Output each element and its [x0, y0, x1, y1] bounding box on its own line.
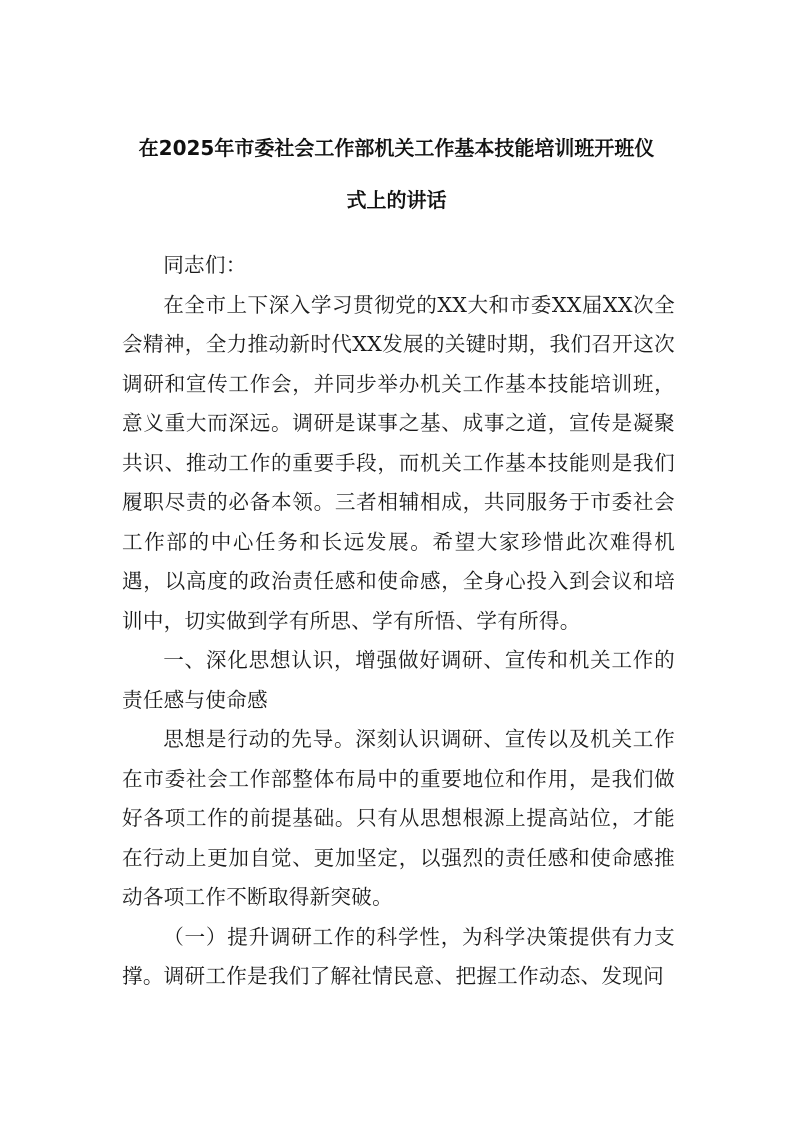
paragraph-intro: 在全市上下深入学习贯彻党的XX大和市委XX届XX次全会精神，全力推动新时代XX发展的关键时期，我们召开这次调研和宣传工作会，并同步举办机关工作基本技能培训班，意义重大而深远。调研是谋事之基、成事之道，宣传是凝聚共识、推动工作的重要手段，而机关工作基本技能则是我们履职尽责的必备本领。三者相辅相成，共同服务于市委社会工作部的中心任务和长远发展。希望大家珍惜此次难得机遇，以高度的政治责任感和使命感，全身心投入到会议和培训中，切实做到学有所思、学有所悟、学有所得。 [122, 292, 675, 633]
document-title-line-1: 在2025年市委社会工作部机关工作基本技能培训班开班仪 [138, 136, 655, 160]
document-body [122, 246, 675, 997]
paragraph-subsection-1: （一）提升调研工作的科学性，为科学决策提供有力支撑。调研工作是我们了解社情民意、把握工作动态、发现问 [122, 924, 675, 988]
paragraph-section-1: 思想是行动的先导。深刻认识调研、宣传以及机关工作在市委社会工作部整体布局中的重要地位和作用，是我们做好各项工作的前提基础。只有从思想根源上提高站位，才能在行动上更加自觉、更加坚定，以强烈的责任感和使命感推动各项工作不断取得新突破。 [122, 727, 675, 909]
section-heading-1: 一、深化思想认识，增强做好调研、宣传和机关工作的责任感与使命感 [122, 648, 675, 712]
salutation: 同志们： [163, 253, 247, 277]
document-title-line-2: 式上的讲话 [346, 188, 447, 212]
